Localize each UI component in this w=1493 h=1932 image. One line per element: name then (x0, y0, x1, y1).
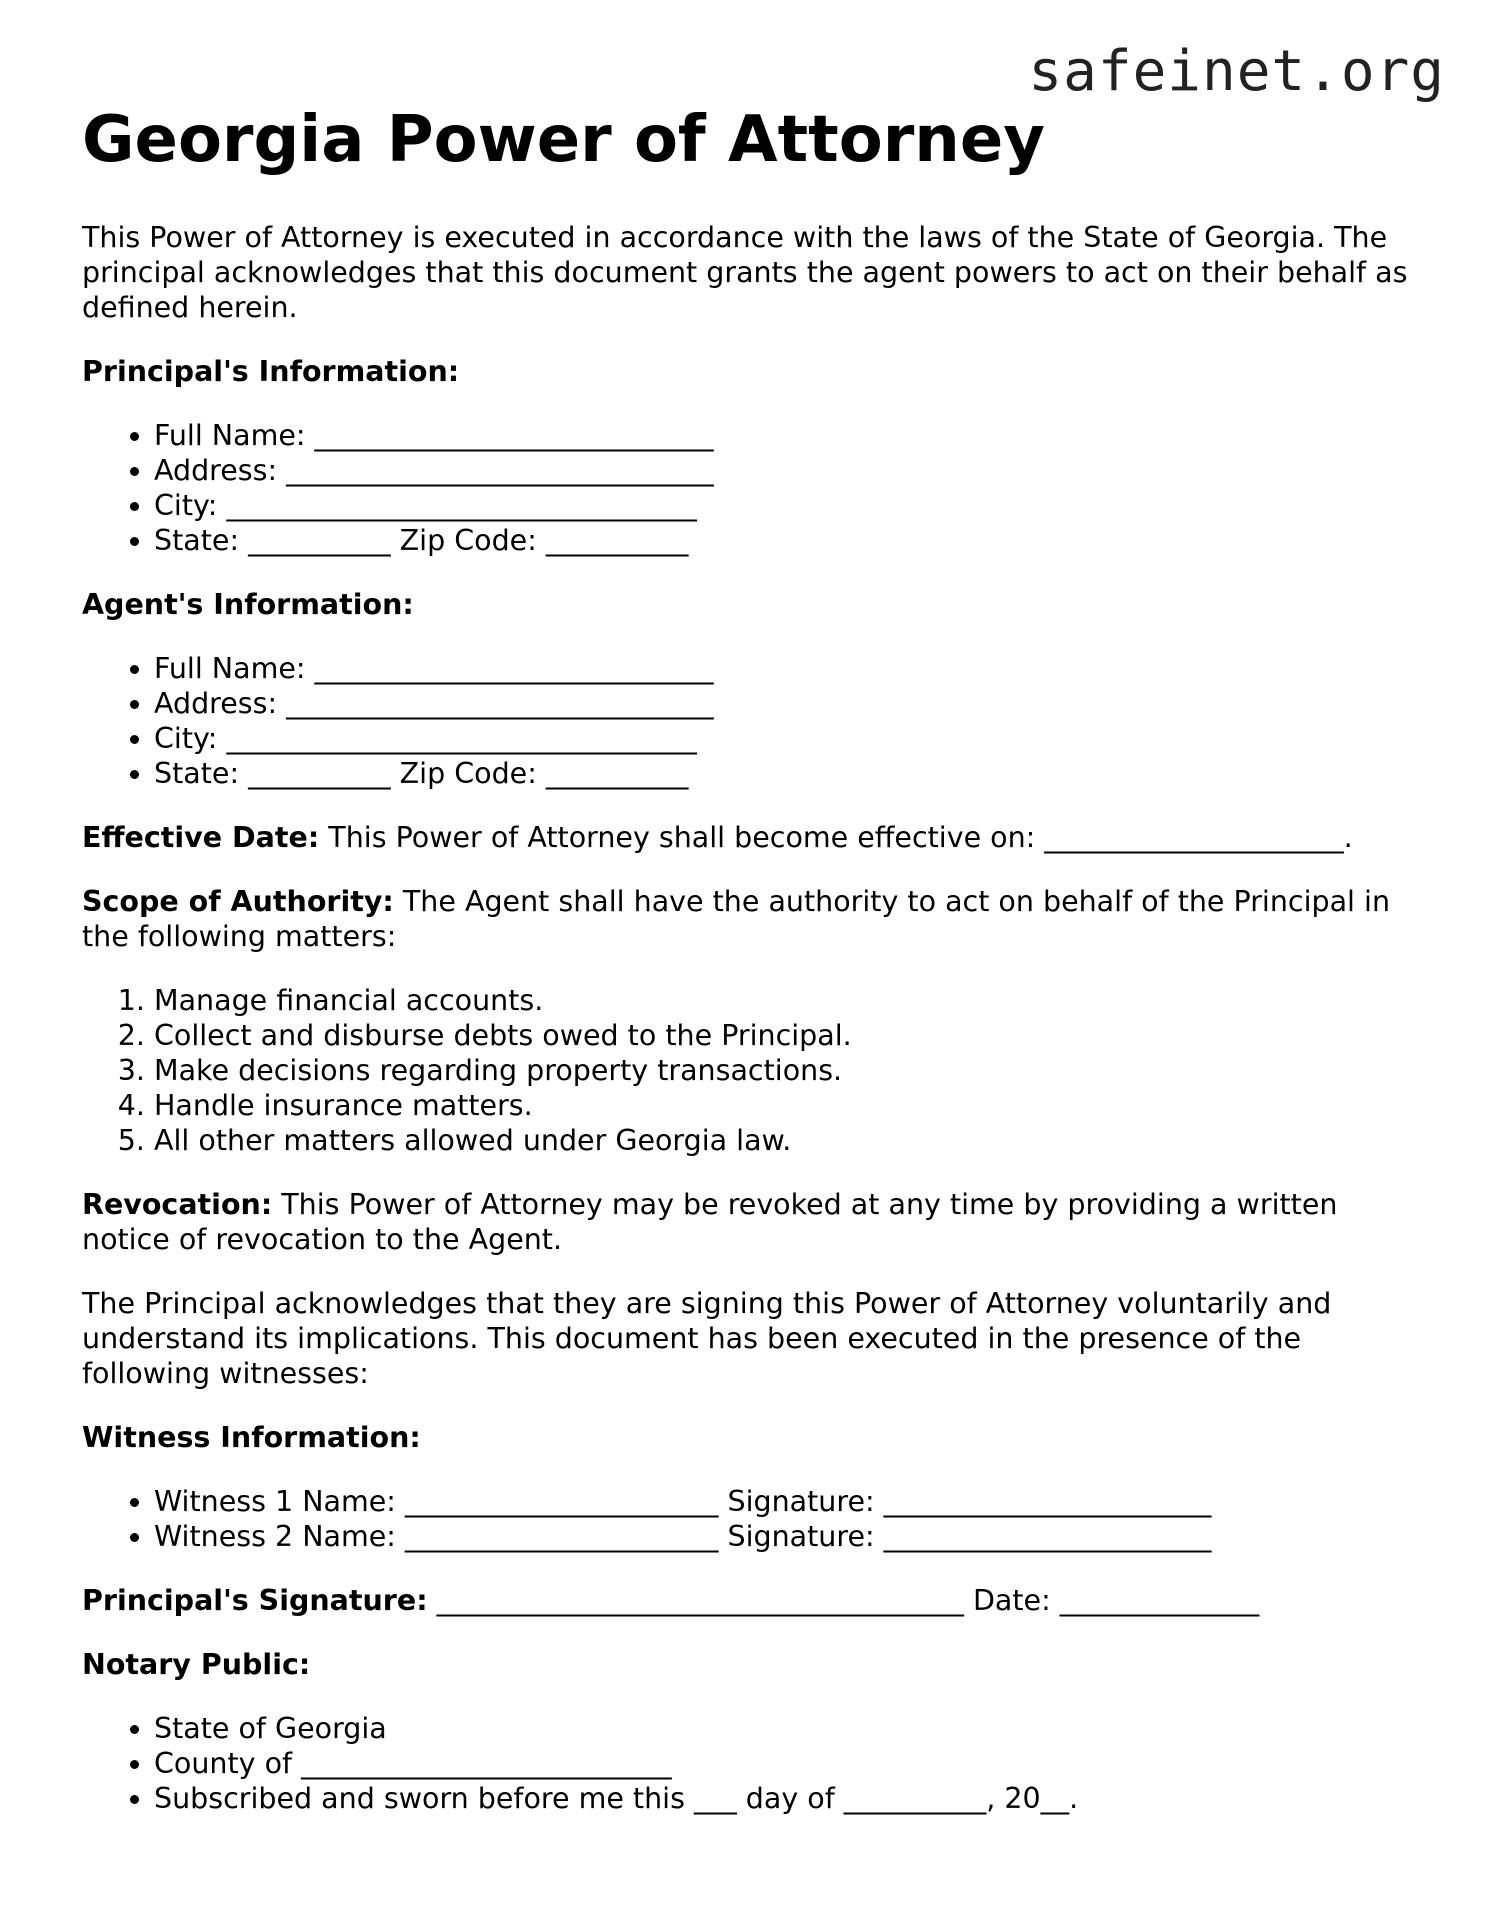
scope-text: The Agent shall have the authority to act on behalf of the Principal in the following matters: (82, 885, 1391, 953)
scope-item: 4. Handle insurance matters. (154, 1088, 1412, 1123)
document (82, 100, 1412, 1845)
notary-heading: Notary Public: (82, 1648, 311, 1681)
effective-date-label: Effective Date: (82, 821, 320, 854)
acknowledgement-paragraph: The Principal acknowledges that they are signing this Power of Attorney voluntarily and understand its implications. This document has been executed in the presence of the following witnesses: (82, 1287, 1332, 1390)
revocation-label: Revocation: (82, 1188, 273, 1221)
principal-city-field: • City: _________________________________ (154, 488, 1412, 523)
witness-1-line: • Witness 1 Name: ______________________ Signature: _______________________ (154, 1484, 1412, 1519)
witness-info-list (82, 1484, 1412, 1554)
witness-2-line: • Witness 2 Name: ______________________ Signature: _______________________ (154, 1519, 1412, 1554)
principal-signature-line (82, 1583, 1412, 1618)
agent-full-name-field: • Full Name: ____________________________ (154, 651, 1412, 686)
scope-paragraph (82, 884, 1412, 954)
notary-list (82, 1711, 1412, 1816)
scope-item: 1. Manage financial accounts. (154, 983, 1412, 1018)
scope-list (82, 983, 1412, 1158)
principal-signature-label: Principal's Signature: (82, 1584, 428, 1617)
revocation-text: This Power of Attorney may be revoked at any time by providing a written notice of revocation to the Agent. (82, 1188, 1338, 1256)
effective-date-paragraph (82, 820, 1412, 855)
agent-state-zip-field: • State: __________ Zip Code: __________ (154, 756, 1412, 791)
agent-city-field: • City: _________________________________ (154, 721, 1412, 756)
agent-address-field: • Address: ______________________________ (154, 686, 1412, 721)
principal-info-heading: Principal's Information: (82, 355, 460, 388)
principal-state-zip-field: • State: __________ Zip Code: __________ (154, 523, 1412, 558)
intro-paragraph: This Power of Attorney is executed in accordance with the laws of the State of Georgia. The principal acknowledges that this document grants the agent powers to act on their behalf as defined herein. (82, 221, 1408, 324)
principal-signature-text: _____________________________________ Date: ______________ (427, 1584, 1260, 1617)
page-title: Georgia Power of Attorney (82, 103, 1045, 177)
notary-sworn-line: • Subscribed and sworn before me this ___ day of __________, 20__. (154, 1781, 1412, 1816)
agent-info-list (82, 651, 1412, 791)
agent-info-heading: Agent's Information: (82, 588, 414, 621)
scope-item: 3. Make decisions regarding property transactions. (154, 1053, 1412, 1088)
scope-label: Scope of Authority: (82, 885, 394, 918)
principal-address-field: • Address: ______________________________ (154, 453, 1412, 488)
principal-info-list (82, 418, 1412, 558)
witness-info-heading: Witness Information: (82, 1421, 421, 1454)
notary-state: • State of Georgia (154, 1711, 1412, 1746)
watermark: safeinet.org (1028, 39, 1445, 104)
effective-date-text: This Power of Attorney shall become effective on: _____________________. (319, 821, 1353, 854)
revocation-paragraph (82, 1187, 1412, 1257)
notary-county-field: • County of __________________________ (154, 1746, 1412, 1781)
scope-item: 2. Collect and disburse debts owed to the Principal. (154, 1018, 1412, 1053)
principal-full-name-field: • Full Name: ____________________________ (154, 418, 1412, 453)
scope-item: 5. All other matters allowed under Georgia law. (154, 1123, 1412, 1158)
